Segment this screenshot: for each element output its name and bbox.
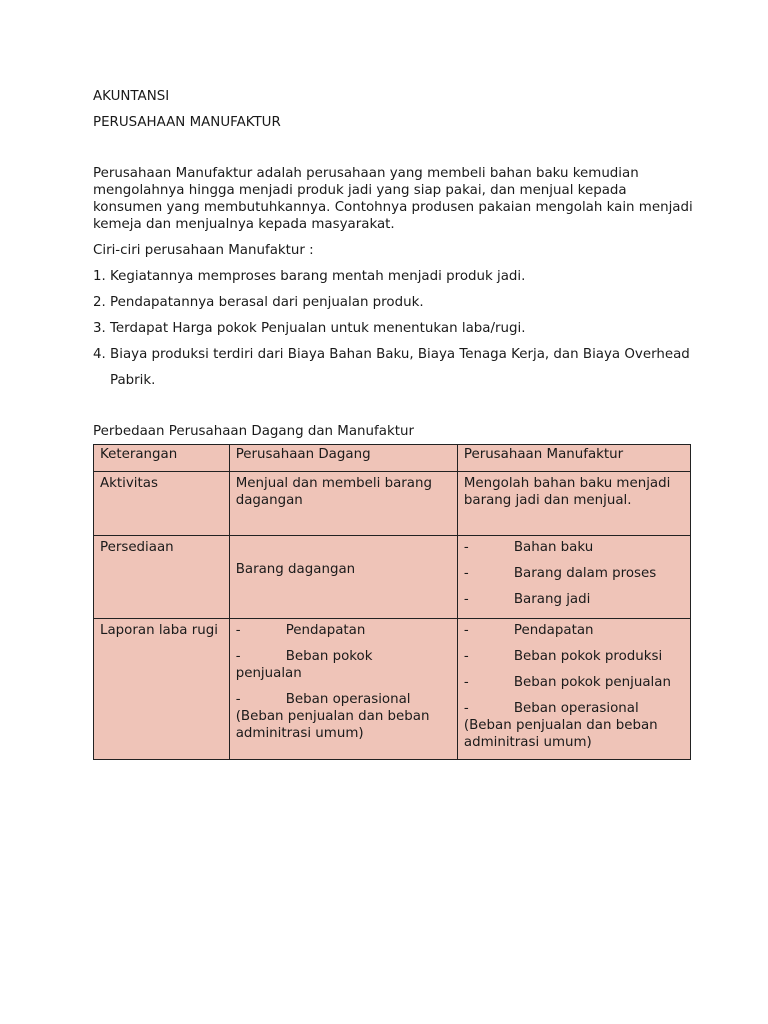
header-dagang: Perusahaan Dagang [229,445,457,472]
doc-title-line2: PERUSAHAAN MANUFAKTUR [93,115,281,130]
ciri-item-3: 3. Terdapat Harga pokok Penjualan untuk menentukan laba/rugi. [93,321,526,336]
list-item: - Pendapatan [463,623,594,638]
table-header-row [94,445,691,472]
list-item: - Barang jadi [463,592,591,607]
list-item: - Beban pokok penjualan [463,675,671,690]
list-item: - Barang dalam proses [463,566,657,581]
cell-laporan-manufaktur [457,619,690,760]
cell-aktivitas-label: Aktivitas [94,472,230,536]
header-keterangan: Keterangan [94,445,230,472]
list-item: - Pendapatan [235,623,366,638]
header-manufaktur: Perusahaan Manufaktur [457,445,690,472]
ciri-item-4: 4. Biaya produksi terdiri dari Biaya Bahan Baku, Biaya Tenaga Kerja, dan Biaya Overhead [93,347,690,362]
comparison-table [93,444,691,760]
list-item: - Beban operasional (Beban penjualan dan beban adminitrasi umum) [463,701,658,750]
cell-laporan-dagang [229,619,457,760]
document-page [93,84,693,760]
list-item: - Beban pokok penjualan [235,649,373,681]
cell-persediaan-manufaktur [457,536,690,619]
ciri-item-4-continued: Pabrik. [110,373,156,388]
cell-persediaan-label: Persediaan [94,536,230,619]
persediaan-dagang-text: Barang dagangan [235,562,356,577]
cell-persediaan-dagang [229,536,457,619]
ciri-item-1: 1. Kegiatannya memproses barang mentah menjadi produk jadi. [93,269,526,284]
cell-aktivitas-manufaktur: Mengolah bahan baku menjadi barang jadi dan menjual. [457,472,690,536]
doc-title-line1: AKUNTANSI [93,89,170,104]
cell-laporan-label: Laporan laba rugi [94,619,230,760]
ciri-title: Ciri-ciri perusahaan Manufaktur : [93,243,314,258]
table-row-laporan [94,619,691,760]
cell-aktivitas-dagang: Menjual dan membeli barang dagangan [229,472,457,536]
table-row-persediaan [94,536,691,619]
list-item: - Beban operasional (Beban penjualan dan beban adminitrasi umum) [235,692,430,741]
list-item: - Beban pokok produksi [463,649,663,664]
table-title: Perbedaan Perusahaan Dagang dan Manufaktur [93,424,414,439]
ciri-item-2: 2. Pendapatannya berasal dari penjualan produk. [93,295,424,310]
definition-paragraph: Perusahaan Manufaktur adalah perusahaan yang membeli bahan baku kemudian mengolahnya hingga menjadi produk jadi yang siap pakai, dan menjual kepada konsumen yang membutuhkannya. Contohnya produsen pakaian mengolah kain menjadi kemeja dan menjualnya kepada masyarakat. [93,166,693,232]
table-row-aktivitas [94,472,691,536]
list-item: - Bahan baku [463,540,594,555]
